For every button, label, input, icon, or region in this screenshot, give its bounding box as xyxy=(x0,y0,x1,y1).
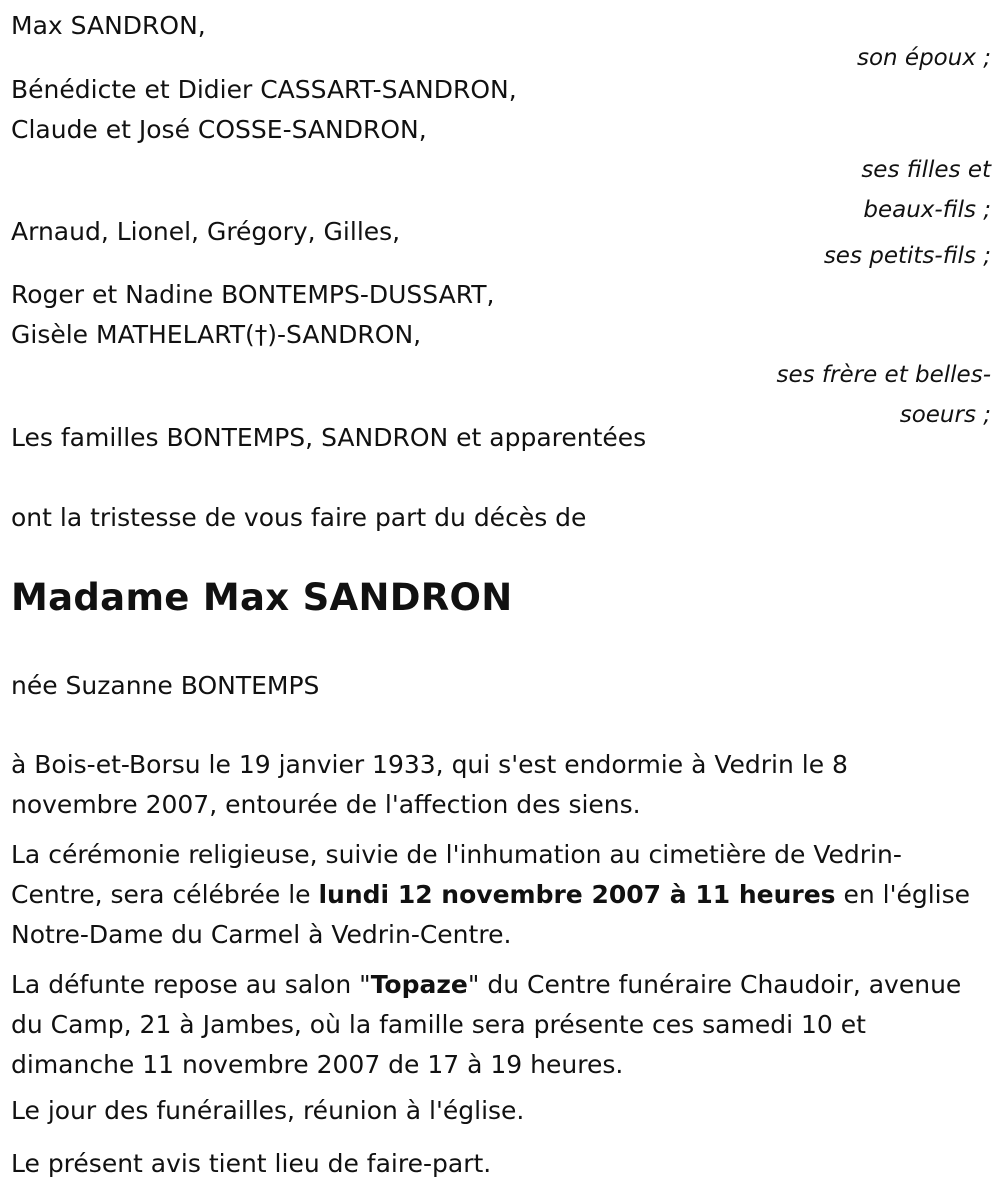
grandsons-role: ses petits-fils ; xyxy=(823,243,991,269)
grandsons-names: Arnaud, Lionel, Grégory, Gilles, xyxy=(11,217,401,246)
born-name-text: née Suzanne BONTEMPS xyxy=(11,671,320,700)
born-name xyxy=(11,666,991,706)
visitation-text-after: " du Centre funéraire Chaudoir, avenue du Camp, 21 à Jambes, où la famille sera présente ces samedi 10 et dimanche 11 novembre 2007 de 17 à 19 heures. xyxy=(11,970,962,1079)
visitation-paragraph xyxy=(11,965,986,1085)
daughters-role-line-1: ses filles et xyxy=(861,157,991,183)
announcement-text: ont la tristesse de vous faire part du décès de xyxy=(11,503,587,532)
notice-line xyxy=(11,1144,991,1184)
families-text: Les familles BONTEMPS, SANDRON et apparentées xyxy=(11,423,647,452)
grandsons-section xyxy=(11,212,991,276)
daughter-line-2: Claude et José COSSE-SANDRON, xyxy=(11,115,427,144)
deceased-name: Madame Max SANDRON xyxy=(11,576,513,619)
families-line xyxy=(11,418,991,458)
ceremony-date: lundi 12 novembre 2007 à 11 heures xyxy=(318,880,836,909)
husband-section xyxy=(11,6,991,78)
husband-name: Max SANDRON, xyxy=(11,11,206,40)
salon-name: Topaze xyxy=(370,970,468,999)
siblings-role-line-1: ses frère et belles- xyxy=(776,362,991,388)
siblings-role-line-2: soeurs ; xyxy=(899,402,991,428)
daughter-line-1: Bénédicte et Didier CASSART-SANDRON, xyxy=(11,75,517,104)
announcement xyxy=(11,498,991,538)
birth-death-paragraph: à Bois-et-Borsu le 19 janvier 1933, qui s'est endormie à Vedrin le 8 novembre 2007, entourée de l'affection des siens. xyxy=(11,750,848,819)
ceremony-paragraph xyxy=(11,835,986,955)
visitation-text-before: La défunte repose au salon " xyxy=(11,970,371,999)
sibling-line-2: Gisèle MATHELART(†)-SANDRON, xyxy=(11,320,422,349)
siblings-section xyxy=(11,275,991,435)
daughters-role-line-2: beaux-fils ; xyxy=(863,197,991,223)
ceremony-text-before: La cérémonie religieuse, suivie de l'inhumation au cimetière de Vedrin-Centre, sera célébrée le xyxy=(11,840,902,909)
husband-role: son époux ; xyxy=(856,45,991,71)
ceremony-text-after: en l'église Notre-Dame du Carmel à Vedrin-Centre. xyxy=(11,880,971,949)
notice-text: Le présent avis tient lieu de faire-part. xyxy=(11,1149,492,1178)
meeting-line xyxy=(11,1091,991,1131)
meeting-text: Le jour des funérailles, réunion à l'église. xyxy=(11,1096,525,1125)
sibling-line-1: Roger et Nadine BONTEMPS-DUSSART, xyxy=(11,280,495,309)
daughters-section xyxy=(11,70,991,230)
